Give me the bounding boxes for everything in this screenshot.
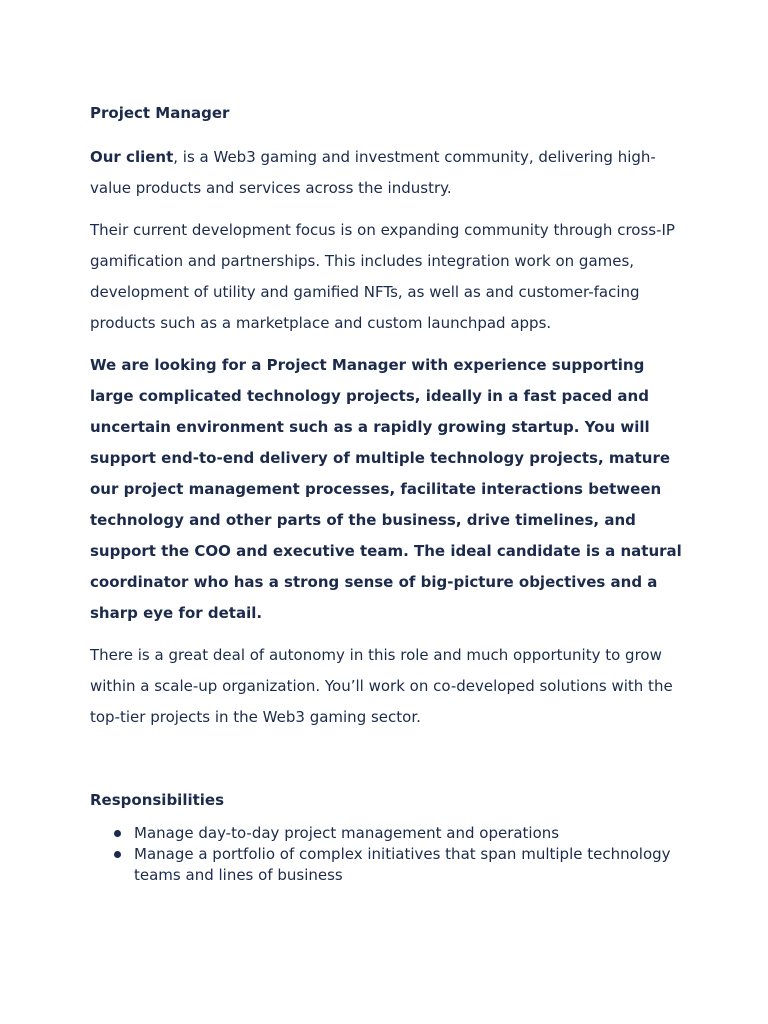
list-item-text: Manage day-to-day project management and operations (134, 824, 560, 842)
autonomy-paragraph: There is a great deal of autonomy in this role and much opportunity to grow within a scale-up organization. You’ll work on co-developed solutions with the top-tier projects in the Web3 gaming sector. (90, 646, 673, 726)
focus-paragraph: Their current development focus is on expanding community through cross-IP gamification and partnerships. This includes integration work on games, development of utility and gamified NFTs, as well as and customer-facing products such as a marketplace and custom launchpad apps. (90, 221, 675, 332)
list-item (134, 823, 690, 844)
responsibilities-heading: Responsibilities (90, 791, 225, 809)
list-item (134, 844, 690, 886)
document-title: Project Manager (90, 104, 230, 122)
looking-for-paragraph: We are looking for a Project Manager with experience supporting large complicated technology projects, ideally in a fast paced and uncertain environment such as a rapidly growing startup. You will support end-to-end delivery of multiple technology projects, mature our project management processes, facilitate interactions between technology and other parts of the business, drive timelines, and support the COO and executive team. The ideal candidate is a natural coordinator who has a strong sense of big-picture objectives and a sharp eye for detail. (90, 356, 682, 622)
bullet-icon (114, 830, 121, 837)
responsibilities-list (90, 823, 690, 886)
document-page (90, 100, 690, 886)
intro-lead: Our client (90, 148, 174, 166)
list-item-text: Manage a portfolio of complex initiatives that span multiple technology teams and lines of business (134, 845, 671, 884)
bullet-icon (114, 851, 121, 858)
intro-paragraph (90, 142, 690, 204)
intro-text: , is a Web3 gaming and investment community, delivering high-value products and services across the industry. (90, 148, 656, 197)
